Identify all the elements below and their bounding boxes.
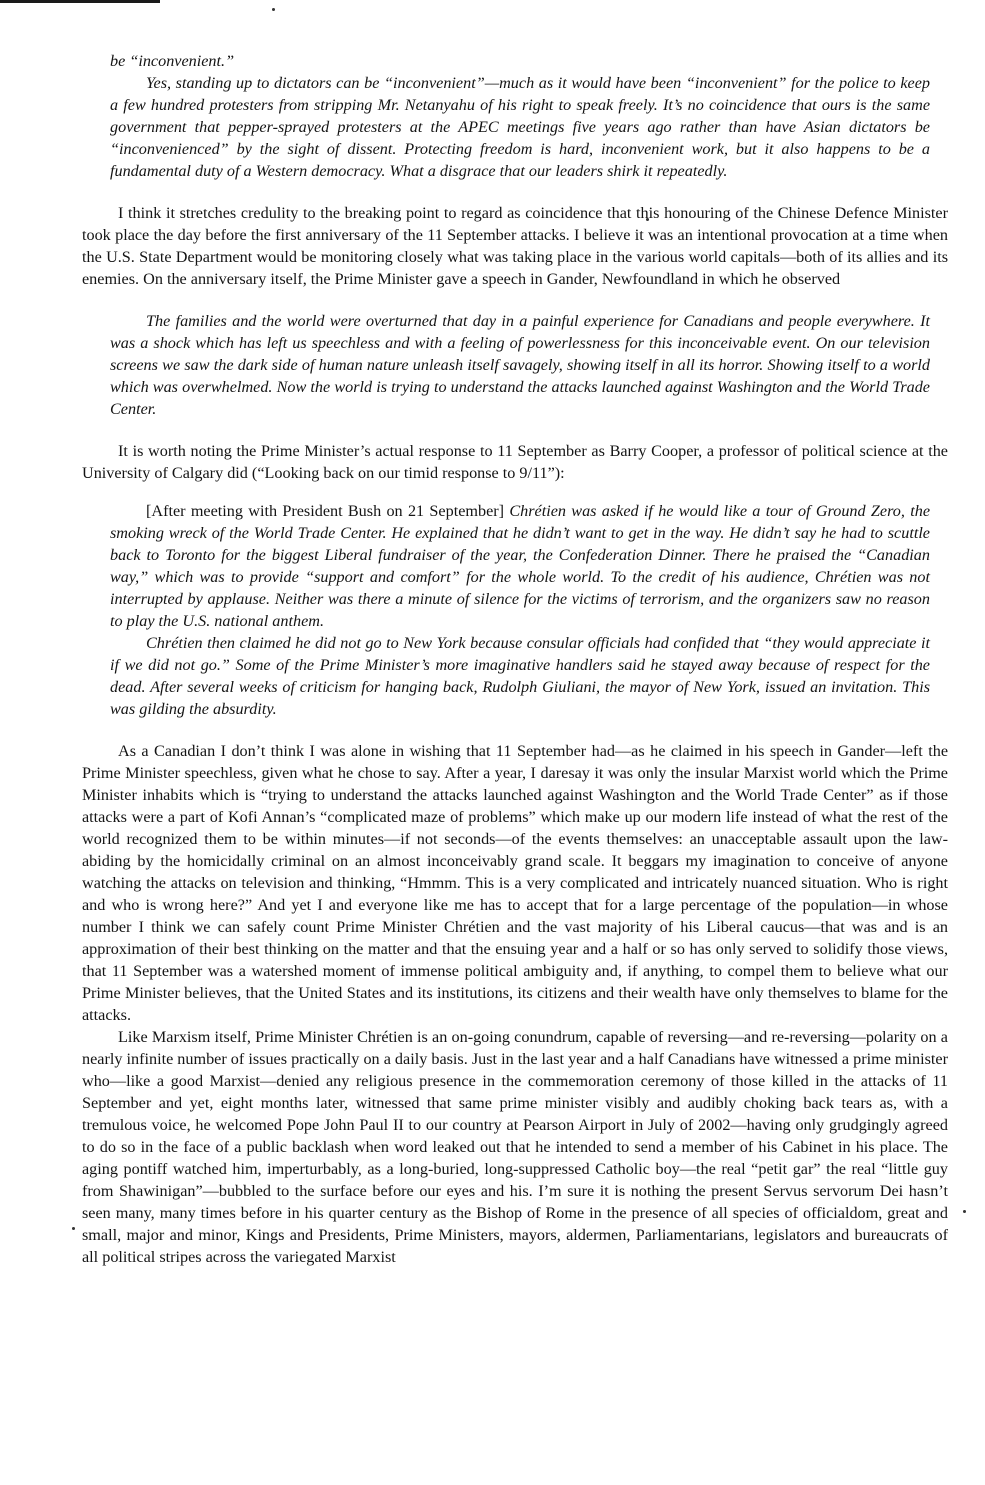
scan-speck — [272, 8, 275, 11]
body-paragraph: As a Canadian I don’t think I was alone in wishing that 11 September had—as he claimed in his speech in Gander—left the Prime Minister speechless, given what he chose to say. After a year, I daresay it was only the insular Marxist world which the Prime Minister inhabits which is “trying to understand the attacks launched against Washington and the World Trade Center” as if those attacks were a part of Kofi Annan’s “complicated maze of problems” which make up our modern life instead of what the rest of the world recognized them to be within minutes—if not seconds—of the events themselves: an unacceptable assault upon the law-abiding by the homicidally criminal on an almost inconceivably grand scale. It beggars my imagination to conceive of anyone watching the attacks on television and thinking, “Hmmm. This is a very complicated and intricately nuanced situation. Who is right and who is wrong here?” And yet I and everyone like me has to accept that for a large percentage of the population—in whose number I think we can safely count Prime Minister Chrétien and the vast majority of his Liberal caucus—that was and is an approximation of their best thinking on the matter and that the ensuing year and a half or so has only served to solidify those views, that 11 September was a watershed moment of immense political ambiguity and, if anything, to compel them to believe what our Prime Minister believes, that the United States and its institutions, its citizens and their wealth have only themselves to blame for the attacks. — [82, 742, 948, 1024]
block-quote — [82, 500, 948, 632]
block-quote: Yes, standing up to dictators can be “inconvenient”—much as it would have been “inconvenient” for the police to keep a few hundred protesters from stripping Mr. Netanyahu of his right to speak freely. It’s no coincidence that ours is the same government that pepper-sprayed protesters at the APEC meetings five years ago rather than have Asian dictators be “inconvenienced” by the sight of dissent. Protecting freedom is hard, inconvenient work, but it also happens to be a fundamental duty of a Western democracy. What a disgrace that our leaders shirk it repeatedly. — [110, 74, 930, 180]
quote-fragment: be “inconvenient.” — [110, 52, 235, 70]
body-paragraph: It is worth noting the Prime Minister’s actual response to 11 September as Barry Cooper, a professor of political science at the University of Calgary did (“Looking back on our timid response to 9/11”): — [82, 442, 948, 482]
quote-body: Chrétien was asked if he would like a tour of Ground Zero, the smoking wreck of the World Trade Center. He explained that he didn’t want to get in the way. He didn’t say he had to scuttle back to Toronto for the biggest Liberal fundraiser of the year, the Confederation Dinner. There he praised the “Canadian way,” which was to provide “support and comfort” for the whole world. To the credit of his audience, Chrétien was not interrupted by applause. Neither was there a minute of silence for the victims of terrorism, and the organizers saw no reason to play the U.S. national anthem. — [110, 502, 931, 630]
body-paragraph: Like Marxism itself, Prime Minister Chrétien is an on-going conundrum, capable of reversing—and re-reversing—polarity on a nearly infinite number of issues practically on a daily basis. Just in the last year and a half Canadians have witnessed a prime minister who—like a good Marxist—denied any religious presence in the commemoration ceremony of those killed in the attacks of 11 September and yet, eight months later, witnessed that same prime minister visibly and audibly choking back tears as, with a tremulous voice, he welcomed Pope John Paul II to our country at Pearson Airport in July of 2002—having only grudgingly agreed to do so in the face of a public backlash when word leaked out that he intended to send a member of his Cabinet in his place. The aging pontiff watched him, imperturbably, as a long-buried, long-suppressed Catholic boy—the real “petit gar” the real “little guy from Shawinigan”—bubbled to the surface before our eyes and his. I’m sure it is nothing the present Servus servorum Dei hasn’t seen many, many times before in his quarter century as the Bishop of Rome in the presence of all species of officialdom, great and small, major and minor, Kings and Presidents, Prime Ministers, mayors, aldermen, Parliamentarians, legislators and bureaucrats of all political stripes across the variegated Marxist — [82, 1028, 948, 1266]
document-page — [82, 50, 948, 1268]
scan-speck — [72, 1227, 75, 1230]
scan-speck — [963, 1210, 966, 1213]
block-quote: The families and the world were overturned that day in a painful experience for Canadians and people everywhere. It was a shock which has left us speechless and with a feeling of powerlessness for this inconceivable event. On our television screens we saw the dark side of human nature unleash itself savagely, showing itself in all its horror. Showing itself to a world which was overwhelmed. Now the world is trying to understand the attacks launched against Washington and the World Trade Center. — [110, 312, 930, 418]
quote-prefix: [After meeting with President Bush on 21 September] — [146, 502, 505, 520]
block-quote: Chrétien then claimed he did not go to New York because consular officials had confided that “they would appreciate it if we did not go.” Some of the Prime Minister’s more imaginative handlers said he stayed away because of respect for the dead. After several weeks of criticism for hanging back, Rudolph Giuliani, the mayor of New York, issued an invitation. This was gilding the absurdity. — [110, 634, 930, 718]
body-paragraph: I think it stretches credulity to the breaking point to regard as coincidence that this honouring of the Chinese Defence Minister took place the day before the first anniversary of the 11 September attacks. I believe it was an intentional provocation at a time when the U.S. State Department would be monitoring closely what was taking place in the various world capitals—both of its allies and its enemies. On the anniversary itself, the Prime Minister gave a speech in Gander, Newfoundland in which he observed — [82, 204, 948, 288]
scan-edge-line — [0, 0, 160, 3]
